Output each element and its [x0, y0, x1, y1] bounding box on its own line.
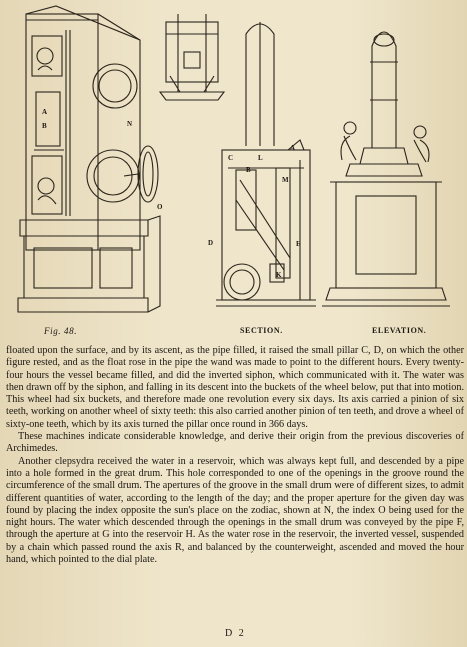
label-k: K	[276, 271, 282, 279]
section-drawing	[216, 22, 316, 306]
elevation-caption: ELEVATION.	[372, 326, 427, 335]
elevation-drawing	[322, 32, 450, 306]
label-e: E	[296, 240, 301, 248]
paragraph: Another clepsydra received the water in a reservoir, which was always kept full, and descended by a pipe into a hole formed in the great drum. This hole corresponded to one of the openings in the groove round the circumference of the small drum. The apertures of the groove in the small drum were of different sizes, to admit different quantities of water, according to the length of the day; and the proper aperture for the given day was found by placing the index opposite the sun's place on the zodiac, shown at N, the index O being used for the night hours. The water which descended through the openings in the small drum was conveyed by the pipe F, through the aperture at G into the reservoir H. As the water rose in the reservoir, the inverted vessel, suspended by a chain which passed round the axis R, and balanced by the counterweight, ascended and moved the hour hand, which pointed to the dial plate.	[6, 455, 464, 566]
label-a2: A	[290, 144, 296, 152]
paragraph: floated upon the surface, and by its ascent, as the pipe filled, it raised the small pillar C, D, on which the other figure rested, and as the float rose in the pipe the wand was made to point to the different hours. Every twenty-four hours the vessel became filled, and did the inverted siphon, which communicated with it. The water was then drawn off by the siphon, and falling in its descent into the buckets of the wheel below, put that into motion. This wheel had six buckets, and therefore made one revolution every six days. Its axis carried a pinion of six teeth, working on another wheel of sixty teeth: this also carried another pinion of ten teeth, and drove a wheel of sixty-one teeth, which by its axis turned the pillar once round in 366 days.	[6, 345, 464, 430]
figure-48-caption: Fig. 48.	[44, 326, 78, 336]
paragraph: These machines indicate considerable knowledge, and derive their origin from the previous discoveries of Archimedes.	[6, 431, 464, 455]
label-c: C	[228, 154, 234, 162]
body-text	[6, 345, 464, 566]
page-signature: D 2	[225, 628, 246, 639]
label-m: M	[282, 176, 289, 184]
label-o: O	[157, 203, 163, 211]
small-frame-apparatus-drawing	[160, 14, 224, 100]
label-b: B	[42, 122, 47, 130]
label-l: L	[258, 154, 263, 162]
label-a: A	[42, 108, 48, 116]
label-n: N	[127, 120, 133, 128]
fig48-clock-cabinet-drawing	[18, 6, 160, 312]
label-d: D	[208, 239, 214, 247]
label-b2: B	[246, 166, 251, 174]
section-caption: SECTION.	[240, 326, 283, 335]
